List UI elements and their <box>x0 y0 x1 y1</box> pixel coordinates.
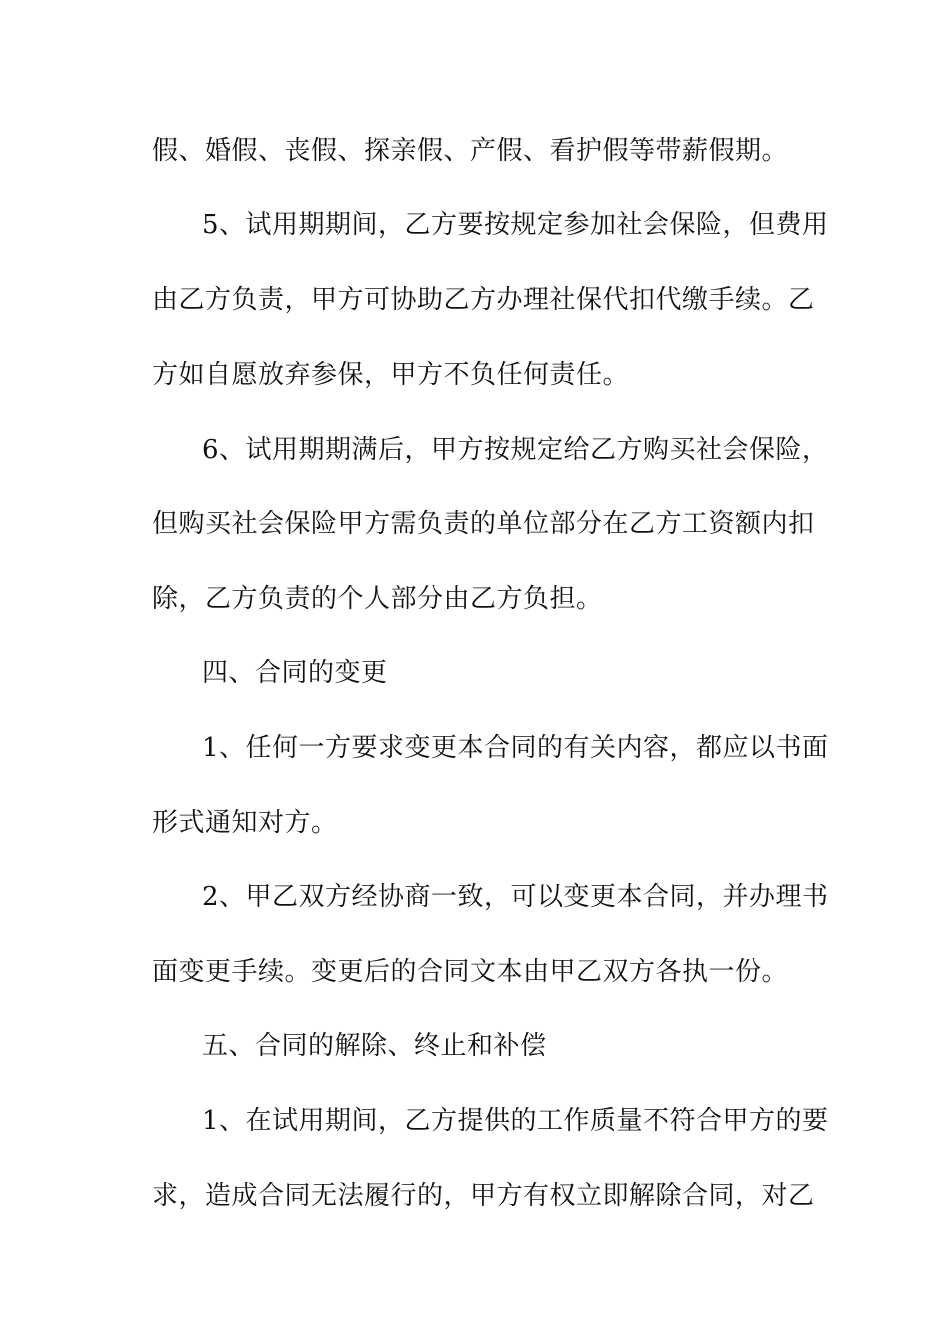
text-line: 5、试用期期间，乙方要按规定参加社会保险，但费用 <box>202 210 829 240</box>
text-line: 1、在试用期间，乙方提供的工作质量不符合甲方的要 <box>202 1106 829 1136</box>
text-line: 方如自愿放弃参保，甲方不负任何责任。 <box>152 360 630 390</box>
text-line: 除，乙方负责的个人部分由乙方负担。 <box>152 584 603 614</box>
text-line: 2、甲乙双方经协商一致，可以变更本合同，并办理书 <box>202 882 829 912</box>
section-heading: 四、合同的变更 <box>202 658 388 688</box>
text-line: 假、婚假、丧假、探亲假、产假、看护假等带薪假期。 <box>152 136 789 166</box>
text-line: 1、任何一方要求变更本合同的有关内容，都应以书面 <box>202 733 829 763</box>
text-line: 形式通知对方。 <box>152 808 338 838</box>
text-line: 面变更手续。变更后的合同文本由甲乙双方各执一份。 <box>152 957 789 987</box>
text-line: 由乙方负责，甲方可协助乙方办理社保代扣代缴手续。乙 <box>152 285 815 315</box>
text-line: 求，造成合同无法履行的，甲方有权立即解除合同，对乙 <box>152 1181 815 1211</box>
section-heading: 五、合同的解除、终止和补偿 <box>202 1031 547 1061</box>
text-line: 6、试用期期满后，甲方按规定给乙方购买社会保险， <box>202 435 829 465</box>
text-line: 但购买社会保险甲方需负责的单位部分在乙方工资额内扣 <box>152 509 815 539</box>
